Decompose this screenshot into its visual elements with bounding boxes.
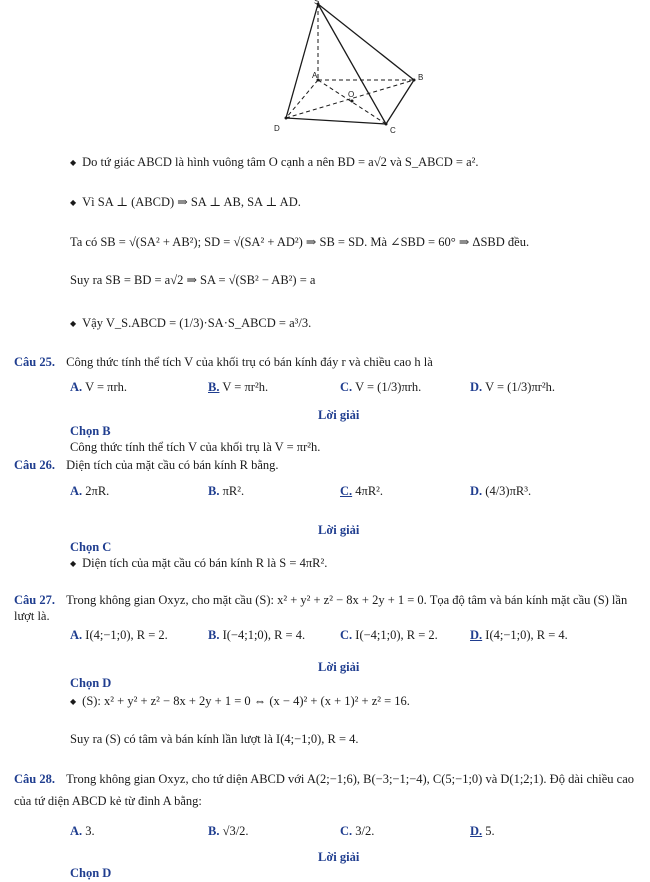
question-25	[14, 355, 433, 370]
label-B: B	[418, 73, 424, 82]
q25-chosen: Chọn B	[70, 424, 111, 438]
label-O: O	[348, 90, 355, 99]
sol24-line1: ◆ Do tứ giác ABCD là hình vuông tâm O cạnh a nên BD = a√2 và S_ABCD = a².	[70, 155, 479, 170]
q27-option-c[interactable]: C. I(−4;1;0), R = 2.	[340, 628, 438, 642]
label-S: S	[314, 0, 320, 6]
question-text: Diện tích của mặt cầu có bán kính R bằng.	[66, 458, 279, 472]
question-text: Trong không gian Oxyz, cho tứ diện ABCD với A(2;−1;6), B(−3;−1;−4), C(5;−1;0) và D(1;2;1). Độ dài chiều cao của tứ diện ABCD kẻ từ đỉnh A bằng:	[14, 772, 635, 808]
q26-solution-title: Lời giải	[318, 523, 360, 537]
q28-solution-title: Lời giải	[318, 850, 360, 864]
q28-chosen: Chọn D	[70, 866, 112, 880]
pyramid-figure	[268, 0, 438, 140]
q26-chosen: Chọn C	[70, 540, 112, 554]
q28-option-a[interactable]: A. 3.	[70, 824, 95, 838]
q27-option-a[interactable]: A. I(4;−1;0), R = 2.	[70, 628, 168, 642]
q25-option-d[interactable]: D. V = (1/3)πr²h.	[470, 380, 556, 394]
q28-option-d[interactable]: D. 5.	[470, 824, 495, 838]
question-label: Câu 28.	[14, 772, 55, 786]
question-text: Công thức tính thể tích V của khối trụ có bán kính đáy r và chiều cao h là	[66, 355, 433, 369]
q27-chosen: Chọn D	[70, 676, 112, 690]
sol24-line2: ◆ Vì SA ⊥ (ABCD) ⇒ SA ⊥ AB, SA ⊥ AD.	[70, 194, 301, 210]
question-27	[14, 592, 640, 624]
question-26	[14, 458, 279, 473]
q28-option-c[interactable]: C. 3/2.	[340, 824, 375, 838]
q26-option-a[interactable]: A. 2πR.	[70, 484, 110, 498]
sol24-line4: Suy ra SB = BD = a√2 ⇒ SA = √(SB² − AB²) = a	[70, 273, 316, 287]
q26-solution: ◆ Diện tích của mặt cầu có bán kính R là S = 4πR².	[70, 556, 327, 571]
q28-option-b[interactable]: B. √3/2.	[208, 824, 249, 838]
label-D: D	[274, 124, 280, 133]
q27-option-d[interactable]: D. I(4;−1;0), R = 4.	[470, 628, 568, 642]
label-C: C	[390, 126, 396, 135]
q27-solution-2: Suy ra (S) có tâm và bán kính lần lượt là I(4;−1;0), R = 4.	[70, 732, 359, 746]
sol24-line3: Ta có SB = √(SA² + AB²); SD = √(SA² + AD²) ⇒ SB = SD. Mà ∠SBD = 60° ⇒ ΔSBD đều.	[70, 235, 530, 249]
question-label: Câu 25.	[14, 355, 55, 369]
q27-solution-title: Lời giải	[318, 660, 360, 674]
q26-option-c[interactable]: C. 4πR².	[340, 484, 384, 498]
q25-option-a[interactable]: A. V = πrh.	[70, 380, 128, 394]
q25-solution: Công thức tính thể tích V của khối trụ là V = πr²h.	[70, 440, 321, 454]
question-label: Câu 26.	[14, 458, 55, 472]
label-A: A	[312, 71, 318, 80]
q27-option-b[interactable]: B. I(−4;1;0), R = 4.	[208, 628, 306, 642]
q26-option-d[interactable]: D. (4/3)πR³.	[470, 484, 532, 498]
q25-solution-title: Lời giải	[318, 408, 360, 422]
question-text: Trong không gian Oxyz, cho mặt cầu (S): x² + y² + z² − 8x + 2y + 1 = 0. Tọa độ tâm và bán kính mặt cầu (S) lần lượt là.	[14, 593, 628, 623]
q26-option-b[interactable]: B. πR².	[208, 484, 245, 498]
q25-option-b[interactable]: B. V = πr²h.	[208, 380, 269, 394]
sol24-line5: ◆ Vậy V_S.ABCD = (1/3)·SA·S_ABCD = a³/3.	[70, 316, 311, 331]
q25-option-c[interactable]: C. V = (1/3)πrh.	[340, 380, 422, 394]
q27-solution-1: ◆ (S): x² + y² + z² − 8x + 2y + 1 = 0 ⇔ (x − 4)² + (x + 1)² + z² = 16.	[70, 694, 410, 709]
question-28	[14, 768, 640, 812]
question-label: Câu 27.	[14, 593, 55, 607]
